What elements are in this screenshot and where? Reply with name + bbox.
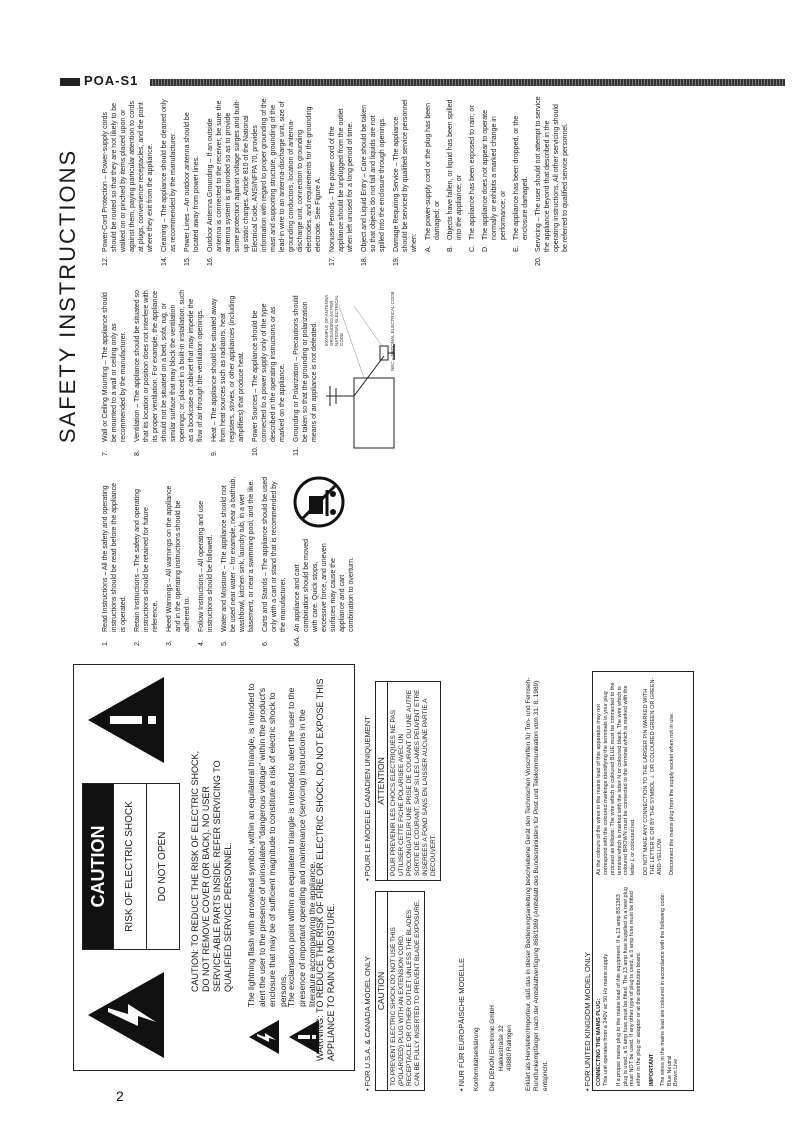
safety-item: 20. Servicing – The user should not attempt to service the appliance beyond that described in the operating instructions. All other servicing should be referred to qualified service personnel.: [535, 96, 569, 266]
eu-address-2: Hakkestraße 32: [497, 1025, 505, 1071]
safety-col-3: [101, 96, 575, 266]
safety-item: 12. Power-Cord Protection – Power-supply cords should be routed so that they are not likely to be walked on or pinched by items placed upon or against them, paying particular attention to cords at plugs, convenience receptacles, and the point where they exit from the appliance.: [102, 101, 154, 266]
safety-item: 15. Power Lines – An outdoor antenna should be located away from power lines.: [184, 112, 200, 266]
figure-label: EXAMPLE OF ANTENNA GROUNDING AS PER NATIONAL ELECTRICAL CODE: [324, 294, 344, 346]
antenna-grounding-figure: [324, 291, 396, 456]
usa-caution-body: TO PREVENT ELECTRIC SHOCK DO NOT USE THIS (POLARIZED) PLUG WITH AN EXTENSION CORD, RECEPTACLE OR OTHER OUTLET UNLESS THE BLADES CAN BE FULLY INSERTED TO PREVENT BLADE EXPOSURE.: [390, 899, 422, 1086]
uk-important: IMPORTANT: [648, 1053, 655, 1086]
safety-item: 18. Object and Liquid Entry – Care should be taken so that objects do not fall and liquids are not spilled into the enclosure through openings.: [361, 104, 386, 266]
notices-column: [63, 661, 703, 1101]
safety-subitem: C. The appliance has been exposed to rain; or: [469, 105, 476, 252]
uk-left: [596, 886, 680, 1086]
uk-plug-body: If a proper mains plug to the mains lead of this equipment. If a 13 amp BS1363 plug is used, a 5 amp fuse must be fitted. The 13 amp fuse supplied in a new plug must NOT be used. If any other type of plug is used, a 5 amp fuse must be fitted either in the plug or adaptor or at the distribution board.: [615, 887, 643, 1086]
eu-body: Erklärt als Hersteller/Importeur, daß das in dieser Bedienungsanleitung beschriebene Gerät den Technischen Vorschriften für Ton- und Fernseh-Rundfunkempfänger nach der Amtsblattverfügung 868/1989 (Amtsblatt des Bundesministers für Post und Telekommunikation vom 31. 8. 1989) entspricht.: [524, 677, 549, 1091]
caution-line-1: RISK OF ELECTRIC SHOCK: [113, 784, 146, 949]
rotated-content: [55, 91, 703, 1101]
caution-text: CAUTION: TO REDUCE THE RISK OF ELECTRIC SHOCK, DO NOT REMOVE COVER (OR BACK). NO USER SERVICE-ABLE PARTS INSIDE. REFER SERVICING TO QUALIFIED SERVICE PERSONNEL.: [190, 750, 233, 992]
safety-item: 4. Follow Instructions – All operating and use instructions should be followed.: [198, 500, 214, 646]
uk-right-end: Disconnect the mains plug from the supply socket when not in use.: [669, 712, 676, 875]
safety-instructions-section: [55, 91, 703, 646]
safety-subitem: A. The power-supply cord or the plug has been damaged; or: [425, 103, 441, 252]
canada-notice: [363, 681, 441, 881]
uk-plug-line: This unit operates from a 240V ac 50 Hz mains supply.: [603, 952, 609, 1086]
cart-warning-icon: [293, 476, 345, 528]
safety-item: 14. Cleaning – The appliance should be cleaned only as recommended by the manufacturer.: [161, 99, 177, 266]
safety-item: 7. Wall or Ceiling Mounting – The appliance should be mounted to a wall or ceiling only as recommended by the manufacturer.: [102, 292, 127, 456]
canada-title: • POUR LE MODELE CANADIEN UNIQUEMENT: [363, 716, 372, 881]
uk-box: [592, 671, 694, 1091]
lightning-explanation: [246, 675, 288, 1055]
page-header: [60, 73, 785, 88]
safety-item: 17. Nonuse Periods – The power cord of the appliance should be unplugged from the outlet when left unused for a long period of time.: [329, 108, 354, 266]
usa-title: • FOR U.S.A. & CANADA MODEL ONLY: [363, 956, 372, 1091]
eu-title: • NUR FÜR EUROPÄISCHE MODELLE: [457, 957, 466, 1091]
caution-heading: CAUTION: [83, 784, 113, 949]
uk-title: • FOR UNITED KINGDOM MODEL ONLY: [583, 952, 592, 1091]
page-number: 2: [116, 1088, 124, 1104]
lightning-triangle-icon: [86, 970, 166, 1060]
safety-item: 2. Retain Instructions – The safety and operating instructions should be retained for future reference.: [134, 488, 159, 646]
canada-attention-heading: ATTENTION: [376, 682, 388, 880]
usa-canada-notice: [363, 891, 425, 1091]
safety-item: 6. Carts and Stands – The appliance should be used only with a cart or stand that is recommended by the manufacturer.: [262, 476, 287, 646]
figure-caption: NEC – NATIONAL ELECTRICAL CODE: [390, 291, 395, 371]
eu-address-3: 40880 Ratingen: [506, 1025, 513, 1071]
warning-text: WARNING: TO REDUCE THE RISK OF FIRE OR ELECTRIC SHOCK, DO NOT EXPOSE THIS APPLIANCE TO RAIN OR MOISTURE.: [315, 678, 336, 1061]
exclamation-triangle-icon: [86, 675, 166, 765]
lightning-small-icon: [248, 1019, 280, 1055]
safety-col-2: [101, 286, 400, 456]
uk-brown: Brown Live: [673, 1058, 680, 1086]
safety-item: 3. Heed Warnings – All warnings on the appliance and in the operating instructions should be adhered to.: [166, 485, 191, 646]
safety-item: 5. Water and Moisture – The appliance should not be used near water – for example, near a bathtub, washbowl, kitchen sink, laundry tub, in a wet basement, or near a swimming pool, and the like.: [221, 476, 255, 646]
exclamation-explanation: [286, 675, 318, 1055]
lightning-text: The lightning flash with arrowhead symbol, within an equilateral triangle, is intended to alert the user to the presence of uninsulated "dangerous voltage" within the product's enclosure that may be of sufficient magnitude to constitute a risk of electric shock to persons.: [246, 683, 288, 1007]
uk-right: [596, 677, 676, 875]
safety-item: 9. Heat – The appliance should be situated away from heat sources such as radiators, heat registers, stoves, or other appliances (including amplifiers) that produce heat.: [211, 295, 245, 456]
uk-notice: [583, 671, 694, 1091]
safety-col-1: [101, 476, 361, 646]
eu-address-1: Die DENON Electronic GmbH: [489, 1005, 496, 1091]
usa-caution-box: [375, 891, 425, 1091]
usa-caution-heading: CAUTION: [376, 892, 388, 1090]
safety-item: 19. Damage Requiring Service – The appliance should be serviced by qualified service personnel when:: [393, 99, 418, 266]
canada-attention-body: POUR PREVENIR LES CHOCS ELECTRIQUES NE PAS UTILISER CETTE FICHE POLARISEE AVEC UN PROLONGATEUR UNE PRISE DE COURANT OU UNE AUTRE SORTIE DE COURANT, SAUF SI LES LAMES PEUVENT ETRE INSEREES A FOND SANS EN LAISSER AUCUNE PARTIE A DECOUVERT.: [390, 689, 438, 876]
safety-item: 6A. An appliance and cart combination should be moved with care. Quick stops, excessive force, and uneven surfaces may cause the appliance and cart combination to overturn.: [293, 476, 356, 646]
european-notice: [458, 671, 550, 1091]
eu-subtitle: Konformitätserklärung: [472, 1027, 480, 1091]
uk-right-caps: DO NOT MAKE ANY CONNECTION TO THE LARGER PIN MARKED WITH THE LETTER E OR BY THE SYMBOL ⏚ OR COLOURED GREEN OR GREEN-AND-YELLOW.: [642, 677, 663, 875]
caution-sticker: [82, 783, 180, 950]
uk-plug-heading: CONNECTING THE MAINS PLUG:: [596, 998, 603, 1086]
safety-subitem: E. The appliance has been dropped, or the enclosure damaged.: [513, 115, 529, 252]
header-bar-left: [60, 78, 80, 86]
uk-right-body: As the colours of the wires in the mains lead of this apparatus may not correspond with the coloured markings identifying the terminals in your plug proceed as follows: The wire which is coloured BLUE must be connected to the terminal which is marked with the letter N or coloured black. The wire which is coloured BROWN must be connected to the terminal which is marked with the letter L or coloured red.: [596, 682, 637, 875]
safety-item: 16. Outdoor Antenna Grounding – If an outside antenna is connected to the receiver, be sure the antenna system is grounded so as to provide some protection against voltage surges and built-up static charges. Article 810 of the National Electrical Code, ANSI/NFPA 70, provides information with regard to proper grounding of the mast and supporting structure, grounding of the lead-in wire to an antenna-discharge unit, size of grounding conductors, location of antenna-discharge unit, connection to grounding electrodes, and requirements for the grounding electrode. See Figure A.: [207, 98, 322, 266]
canada-attention-box: [375, 681, 441, 881]
safety-subitem: B. Objects have fallen, or liquid has been spilled into the appliance; or: [447, 99, 463, 252]
safety-item: 10. Power Sources – The appliance should be connected to a power supply only of the type described in the operating instructions or as marked on the appliance.: [252, 303, 286, 456]
safety-title: SAFETY INSTRUCTIONS: [55, 148, 80, 444]
header-bar-right: [150, 79, 785, 86]
safety-item: 8. Ventilation – The appliance should be situated so that its location or position does not interfere with its proper ventilation. For example, the appliance should not be situated on a bed, sofa, rug, or similar surface that may block the ventilation openings; or, placed in a built-in installation, such as a bookcase or cabinet that may impede the flow of air through the ventilation openings.: [134, 289, 204, 456]
uk-blue: Blue Neutral: [666, 1055, 673, 1086]
caution-line-2: DO NOT OPEN: [146, 784, 179, 949]
caution-label-box: [73, 664, 355, 1071]
model-title: POA-S1: [84, 73, 139, 88]
exclamation-text: The exclamation point within an equilateral triangle is intended to alert the user to the presence of important operating and maintenance (servicing) instructions in the literature accompanying the appliance.: [286, 687, 317, 1007]
safety-item: 1. Read Instructions – All the safety and operating instructions should be read before the appliance is operated.: [102, 482, 127, 646]
safety-item: 11. Grounding or Polarization – Precautions should be taken so that the grounding or polarization means of an appliance is not defeated.: [293, 295, 318, 456]
uk-wires: The wires in the mains lead are coloured in accordance with the following code:: [659, 892, 666, 1086]
safety-subitem: D. The appliance does not appear to operate normally or exhibits a marked change in performance; or: [482, 110, 507, 252]
